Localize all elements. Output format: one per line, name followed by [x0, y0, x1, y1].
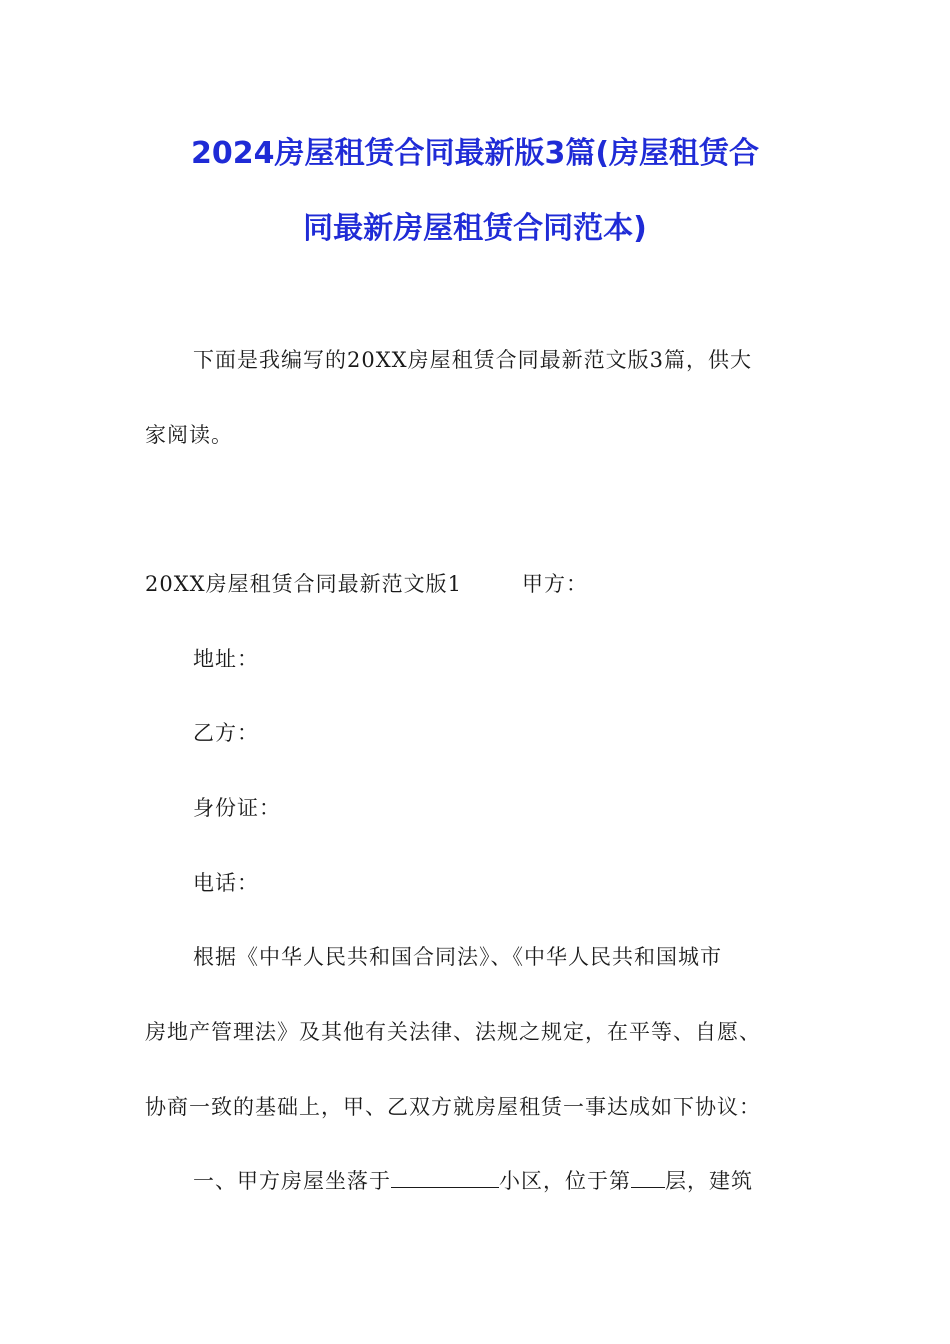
intro-paragraph-line-2: 家阅读。 — [145, 423, 233, 447]
clause-1-part-1: 一、甲方房屋坐落于 — [193, 1169, 391, 1193]
section-heading: 20XX房屋租赁合同最新范文版1 — [145, 572, 462, 596]
phone-label: 电话： — [193, 871, 259, 895]
floor-blank — [631, 1167, 665, 1188]
party-b-label: 乙方： — [193, 721, 259, 745]
address-label: 地址： — [193, 647, 259, 671]
intro-paragraph-line-1: 下面是我编写的20XX房屋租赁合同最新范文版3篇，供大 — [193, 348, 752, 372]
document-title-line-2: 同最新房屋租赁合同范本) — [303, 211, 647, 246]
section-heading-line — [145, 570, 588, 598]
party-a-label: 甲方： — [521, 572, 588, 596]
community-blank — [391, 1167, 499, 1188]
basis-paragraph-line-3: 协商一致的基础上，甲、乙双方就房屋租赁一事达成如下协议： — [145, 1095, 761, 1119]
document-title-line-1: 2024房屋租赁合同最新版3篇(房屋租赁合 — [190, 136, 760, 171]
basis-paragraph-line-2: 房地产管理法》及其他有关法律、法规之规定，在平等、自愿、 — [145, 1020, 761, 1044]
id-card-label: 身份证： — [193, 796, 281, 820]
clause-1-part-2: 小区，位于第 — [499, 1169, 631, 1193]
clause-1-part-3: 层，建筑 — [665, 1169, 753, 1193]
clause-1-line — [193, 1167, 753, 1195]
basis-paragraph-line-1: 根据《中华人民共和国合同法》、《中华人民共和国城市 — [193, 945, 722, 969]
